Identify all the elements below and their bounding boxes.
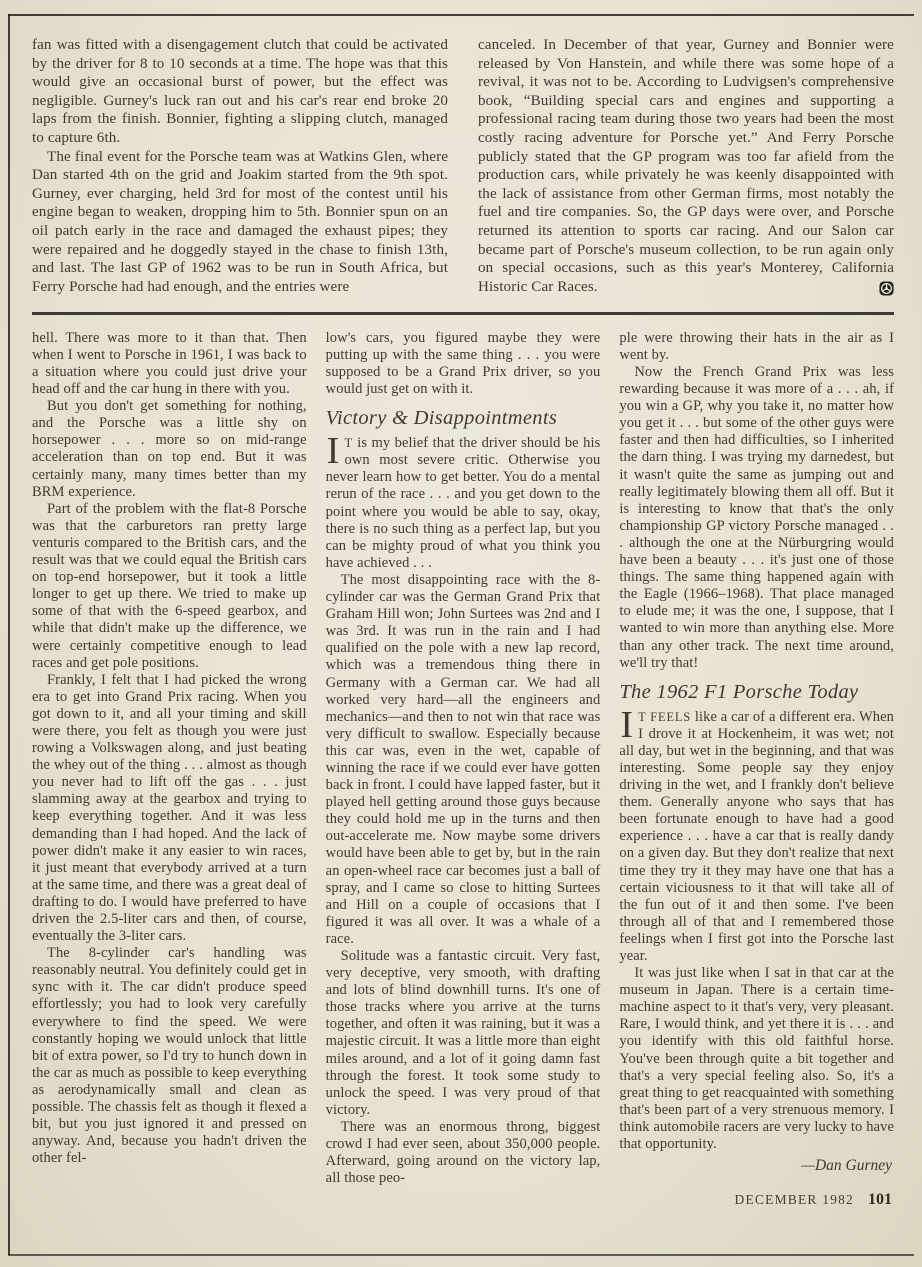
article-paragraph: hell. There was more to it than that. Then when I went to Porsche in 1961, I was back to a situation where you could just drive your head off and the car hung in there with you. bbox=[32, 329, 307, 398]
bottom-section bbox=[32, 330, 894, 1209]
steering-wheel-end-mark-icon bbox=[879, 281, 894, 296]
top-right-column bbox=[478, 36, 894, 296]
article-paragraph: It was just like when I sat in that car at the museum in Japan. There is a certain time-machine aspect to it that's very, very pleasant. Rare, I would think, and yet there it is . . . and you identify with this old faithful horse. You've been through quite a bit together and that's a very special feeling also. So, it's a great thing to get reacquainted with something that's been part of a very strenuous memory. I think automobile racers are very lucky to have that opportunity. bbox=[619, 965, 895, 1153]
author-byline: —Dan Gurney bbox=[801, 1157, 893, 1175]
article-paragraph: Part of the problem with the flat-8 Porsche was that the carburetors ran pretty large venturis compared to the British cars, and the result was that we could equal the British cars on top-end horsepower, but it took a little longer to get up there. We tried to make up some of that with the 6-speed gearbox, and while that didn't make up the difference, we were certainly competitive enough to lead races and get pole positions. bbox=[32, 500, 307, 671]
article-paragraph: The final event for the Porsche team was at Watkins Glen, where Dan started 4th on the grid and Joakim started from the 9th spot. Gurney, ever charging, held 3rd for most of the contest until his engine began to weaken, dropping him to 5th. Bonnier spun on an oil patch early in the race and damaged the exhaust pipes; they were repaired and he doggedly stayed in the chase to finish 13th, and last. The last GP of 1962 was to be run in South Africa, but Ferry Porsche had had enough, and the entries were bbox=[32, 148, 448, 295]
lead-smallcaps: T bbox=[344, 436, 353, 451]
article-paragraph: Frankly, I felt that I had picked the wrong era to get into Grand Prix racing. When you got down to it, and all your timing and skill were there, you felt as though you were just rowing a Volkswagen along, and just beating the whey out of the thing . . . almost as though you never had to lift off the gas . . . just slamming away at the gearbox and trying to keep everything together. And it was less demanding than I had hoped. And the lack of power didn't make it any easier to win races, it just meant that everybody arrived at a turn at the same time, and there was a great deal of drafting to do. I would have preferred to have driven the 2.5-liter cars and then, of course, eventually the 3-liter cars. bbox=[32, 671, 307, 945]
section-heading-1962-f1-porsche-today: The 1962 F1 Porsche Today bbox=[619, 680, 859, 703]
bottom-column-2 bbox=[326, 330, 601, 1209]
page-content bbox=[32, 36, 894, 1209]
top-rule bbox=[8, 14, 914, 16]
article-paragraph: Now the French Grand Prix was less rewarding because it was more of a . . . ah, if you win a GP, why you take it, no matter how you get it . . . but some of the other guys were faster and then had difficulties, so I inherited the darn thing. I was trying my darnedest, but it wasn't quite the same as jumping out and really legitimately blowing them all off. But it is interesting to know that that's the only championship GP victory Porsche managed . . . although the one at the Nürburgring would have been a beauty . . . it's just one of those things. The same thing happened again with the Eagle (1966–1968). That place managed to elude me; it was the one, I suppose, that I wanted to win more than anything else. More than any other track. The next time around, we'll try that! bbox=[619, 364, 895, 671]
article-paragraph-text: like a car of a different era. When I drove it at Hockenheim, it was wet; not all day, but wet in the beginning, and that was interesting. Some people say they enjoy driving in the wet, and I frankly don't believe them. Generally anyone who says that has been fortunate enough to have had a good experience . . . have a car that is really dandy on a given day. But they don't realize that next time they try it they may have one that has a certain viciousness to it that will take all of the fun out of it and then some. I've been through all of that and I remembered those feelings when I first got into the Porsche last year. bbox=[619, 708, 895, 964]
issue-date: DECEMBER 1982 bbox=[734, 1192, 855, 1208]
article-paragraph: The 8-cylinder car's handling was reasonably neutral. You definitely could get in sync with it. The car didn't produce speed effortlessly; you had to look very carefully everywhere to find the speed. We were constantly hoping we would unlock that little bit of extra power, so I'd try to hunch down in the car as much as possible to keep everything as aerodynamically small and clean as possible. The chassis felt as though it flexed a bit, but you just ignored it and pressed on anyway. And, because you hadn't driven the other fel- bbox=[32, 945, 307, 1167]
article-paragraph-text: canceled. In December of that year, Gurney and Bonnier were released by Von Hanstein, and while there was some hope of a revival, it was not to be. According to Ludvigsen's comprehensive book, “Building special cars and engines and supporting a professional racing team during those two years had been the most costly racing adventure for Porsche yet.” And Ferry Porsche publicly stated that the GP program was too far afield from the production cars, while privately he was keenly disappointed with the lack of assistance from other German firms, most notably the fuel and tire companies. So, the GP days were over, and Porsche returned its attention to sports car racing. And our Salon car became part of Porsche's museum collection, to be run again only on special occasions, such as this year's Monterey, California Historic Car Races. bbox=[478, 37, 894, 295]
bottom-rule bbox=[8, 1254, 914, 1256]
top-left-column bbox=[32, 36, 448, 296]
lead-smallcaps: T FEELS bbox=[638, 709, 692, 724]
page-number: 101 bbox=[868, 1191, 893, 1209]
article-paragraph-dropcap bbox=[325, 430, 601, 572]
drop-cap: I bbox=[620, 703, 634, 746]
top-section bbox=[32, 36, 894, 296]
bottom-column-3 bbox=[619, 330, 894, 1209]
article-paragraph: But you don't get something for nothing, and the Porsche was a little shy on horsepower . . . more so on mid-range acceleration than on top end. But it was certainly many, many times better than my BRM experience. bbox=[32, 398, 307, 500]
article-paragraph-text: is my belief that the driver should be his own most severe critic. Otherwise you never learn how to get better. You do a mental rerun of the race . . . and you get down to the point where you would be able to say, okay, there is no such thing as a perfect lap, but you can be mighty proud of what you think you have achieved . . . bbox=[325, 435, 601, 571]
drop-cap: I bbox=[326, 430, 340, 473]
section-heading-victory-disappointments: Victory & Disappointments bbox=[325, 407, 558, 430]
bottom-column-1 bbox=[32, 330, 307, 1209]
section-divider-rule bbox=[32, 312, 894, 315]
article-paragraph: The most disappointing race with the 8-cylinder car was the German Grand Prix that Graham Hill won; John Surtees was 2nd and I was 3rd. It was run in the rain and I had qualified on the pole with a new lap record, which was a tremendous thing there in Germany with a German car. We had all worked very hard—all the engineers and mechanics—and then to not win that race was very difficult to swallow. Especially because this car was, even in the wet, capable of winning the race if we could ever have gotten back in front. I could have lapped faster, but it played hell getting around those guys because they could hold me up in the turns and then out-accelerate me. Now maybe some drivers would have been able to get by, but in the rain an open-wheel race car becomes just a ball of spray, and I came so close to hitting Surtees and Hill on a couple of occasions that I figured it was all over. It was a whale of a race. bbox=[325, 571, 601, 947]
article-paragraph: low's cars, you figured maybe they were putting up with the same thing . . . you were supposed to be a Grand Prix driver, so you would just get on with it. bbox=[325, 329, 601, 398]
article-paragraph: Solitude was a fantastic circuit. Very fast, very deceptive, very smooth, with drafting and lots of blind downhill turns. It's one of those tracks where you arrive at the turns together, and often it was raining, but it was a majestic circuit. It was a little more than eight miles around, and a lot of it going damn fast through the forest. It took some study to unlock the speed. I was very proud of that victory. bbox=[325, 948, 601, 1118]
article-paragraph: fan was fitted with a disengagement clutch that could be activated by the driver for 8 to 10 seconds at a time. The hope was that this would give an occasional burst of power, but the effect was negligible. Gurney's luck ran out and his car's rear end broke 20 laps from the finish. Bonnier, fighting a slipping clutch, managed to capture 6th. bbox=[32, 37, 448, 146]
page-footer bbox=[619, 1191, 894, 1209]
article-paragraph-dropcap bbox=[619, 703, 895, 965]
left-rule bbox=[8, 14, 10, 1255]
article-paragraph: There was an enormous throng, biggest crowd I had ever seen, about 350,000 people. Afterward, going around on the victory lap, all those peo- bbox=[325, 1118, 601, 1187]
article-paragraph: ple were throwing their hats in the air as I went by. bbox=[619, 329, 895, 363]
article-paragraph bbox=[478, 36, 894, 296]
